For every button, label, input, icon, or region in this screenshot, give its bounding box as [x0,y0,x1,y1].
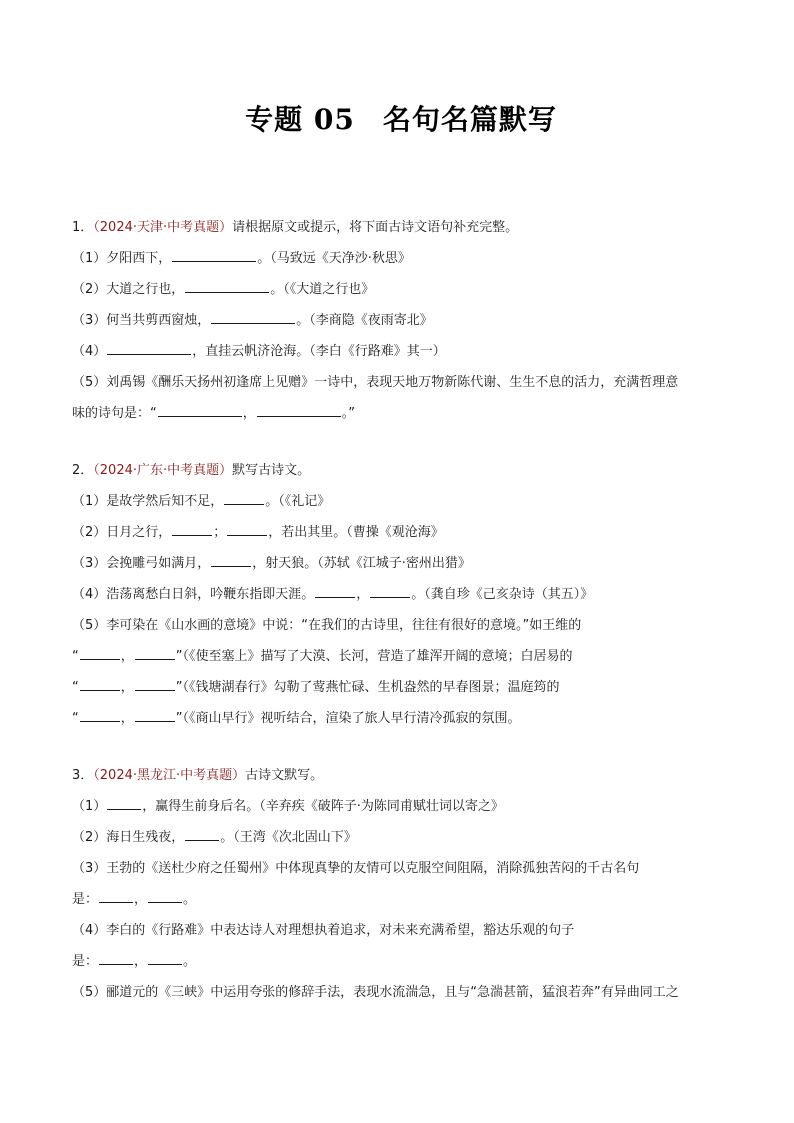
answer-blank[interactable] [148,950,182,965]
answer-blank[interactable] [172,521,212,536]
answer-blank[interactable] [135,707,175,722]
sub-item-continued: 是： ， 。 [72,946,730,977]
question-stem: 1．（2024·天津·中考真题）请根据原文或提示，将下面古诗文语句补充完整。 [72,220,519,235]
answer-blank[interactable] [99,950,133,965]
answer-blank[interactable] [107,795,141,810]
answer-blank[interactable] [158,402,242,417]
answer-blank[interactable] [211,552,251,567]
question-2 [72,455,730,734]
answer-blank[interactable] [370,583,410,598]
answer-blank[interactable] [135,676,175,691]
sub-item: （3）会挽雕弓如满月， ，射天狼。（苏轼《江城子·密州出猎》 [72,548,730,579]
sub-item-continued: “ ， ”（《使至塞上》描写了大漠、长河，营造了雄浑开阔的意境；白居易的 [72,641,730,672]
answer-blank[interactable] [135,645,175,660]
sub-item: （1）夕阳西下， 。（马致远《天净沙·秋思》 [72,243,730,274]
sub-item: （4）李白的《行路难》中表达诗人对理想执着追求，对未来充满希望，豁达乐观的句子 [72,923,575,938]
source-tag: （2024·黑龙江·中考真题） [93,768,246,783]
question-stem: 3．（2024·黑龙江·中考真题）古诗文默写。 [72,768,324,783]
source-tag: （2024·天津·中考真题） [93,220,233,235]
answer-blank[interactable] [107,340,191,355]
answer-blank[interactable] [80,707,120,722]
sub-item: （5）刘禹锡《酬乐天扬州初逢席上见赠》一诗中，表现天地万物新陈代谢、生生不息的活力，充满哲理意 [72,375,679,390]
question-stem: 2．（2024·广东·中考真题）默写古诗文。 [72,463,311,478]
sub-item-continued: 味的诗句是：“ ， 。” [72,398,730,429]
answer-blank[interactable] [80,676,120,691]
sub-item: （2）海日生残夜， 。（王湾《次北固山下》 [72,822,730,853]
answer-blank[interactable] [224,490,264,505]
answer-blank[interactable] [148,888,182,903]
sub-item: （3）何当共剪西窗烛， 。（李商隐《夜雨寄北》 [72,305,730,336]
sub-item: （4） ，直挂云帆济沧海。（李白《行路难》其一） [72,336,730,367]
answer-blank[interactable] [211,309,295,324]
sub-item-continued: “ ， ”（《商山早行》视听结合，渲染了旅人早行清冷孤寂的氛围。 [72,703,730,734]
answer-blank[interactable] [99,888,133,903]
sub-item: （2）日月之行， ； ，若出其里。（曹操《观沧海》 [72,517,730,548]
sub-item: （2）大道之行也， 。（《大道之行也》 [72,274,730,305]
sub-item: （5）郦道元的《三峡》中运用夸张的修辞手法，表现水流湍急，且与“急湍甚箭，猛浪若奔”有异曲同工之 [72,985,679,1000]
title-prefix: 专题 05 [245,103,355,136]
answer-blank[interactable] [185,278,269,293]
sub-item-continued: “ ， ”（《钱塘湖春行》勾勒了莺燕忙碌、生机盎然的早春图景；温庭筠的 [72,672,730,703]
page-title [72,98,730,138]
question-3 [72,760,730,1008]
answer-blank[interactable] [315,583,355,598]
sub-item: （4）浩荡离愁白日斜，吟鞭东指即天涯。 ， 。（龚自珍《己亥杂诗（其五）》 [72,579,730,610]
answer-blank[interactable] [185,826,219,841]
sub-item-continued: 是： ， 。 [72,884,730,915]
answer-blank[interactable] [257,402,341,417]
sub-item: （3）王勃的《送杜少府之任蜀州》中体现真挚的友情可以克服空间阻隔，消除孤独苦闷的千古名句 [72,861,640,876]
answer-blank[interactable] [172,247,256,262]
question-1 [72,212,730,429]
source-tag: （2024·广东·中考真题） [93,463,233,478]
title-main: 名句名篇默写 [382,103,557,136]
sub-item: （5）李可染在《山水画的意境》中说：“在我们的古诗里，往往有很好的意境。”如王维的 [72,618,582,633]
answer-blank[interactable] [80,645,120,660]
answer-blank[interactable] [227,521,267,536]
sub-item: （1）是故学然后知不足， 。（《礼记》 [72,486,730,517]
sub-item: （1） ，赢得生前身后名。（辛弃疾《破阵子·为陈同甫赋壮词以寄之》 [72,791,730,822]
